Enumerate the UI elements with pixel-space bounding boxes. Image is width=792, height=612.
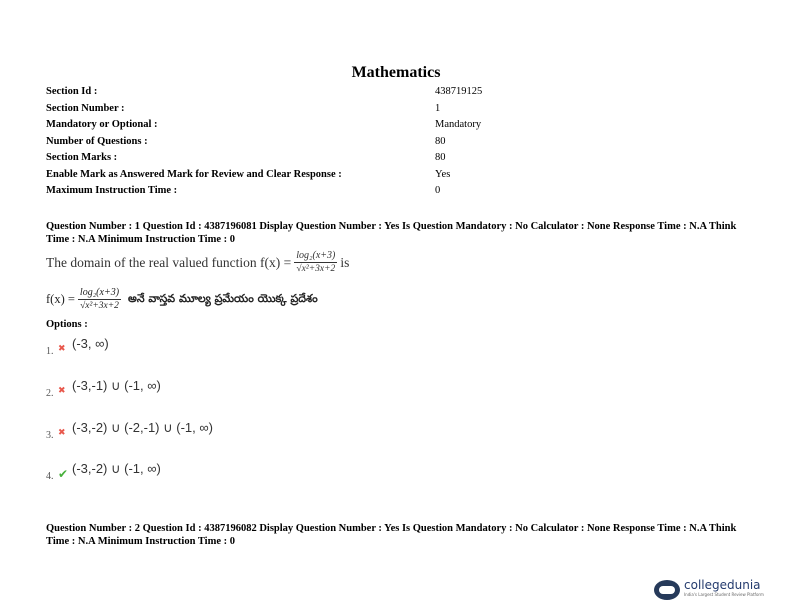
question-2-header: Question Number : 2 Question Id : 4387196082 Display Question Number : Yes Is Question Mandatory : No Calculator : None Response Time : N.A Think Time : N.A Minimum Instruction Time : 0 xyxy=(46,523,737,547)
option-2-text: (-3,-1) ∪ (-1, ∞) xyxy=(72,378,161,393)
collegedunia-logo xyxy=(654,580,764,600)
fraction-denominator-telugu: √x²+3x+2 xyxy=(80,301,119,311)
mandatory-label: Mandatory or Optional : xyxy=(46,119,158,130)
option-2-number: 2. xyxy=(46,388,54,399)
wrong-cross-icon: ✖ xyxy=(58,386,66,396)
wrong-cross-icon: ✖ xyxy=(58,344,66,354)
mandatory-value: Mandatory xyxy=(435,119,482,130)
section-info-table xyxy=(46,86,566,202)
question-count-value: 80 xyxy=(435,135,446,147)
option-1[interactable] xyxy=(46,336,109,357)
instruction-time-label: Maximum Instruction Time : xyxy=(46,185,178,196)
option-3-number: 3. xyxy=(46,430,54,441)
section-number-label: Section Number : xyxy=(46,102,125,114)
graduation-cap-icon xyxy=(654,580,680,600)
option-4[interactable] xyxy=(46,461,161,482)
fraction-numerator-telugu: log₂(x+3) xyxy=(79,287,120,298)
log-fraction-telugu xyxy=(78,287,121,312)
section-id-label: Section Id : xyxy=(46,86,98,97)
fraction-denominator: √x²+3x+2 xyxy=(296,264,336,274)
option-3[interactable] xyxy=(46,420,213,441)
section-number-value: 1 xyxy=(435,102,441,114)
option-1-number: 1. xyxy=(46,346,54,357)
instruction-time-value: 0 xyxy=(435,185,441,196)
mandatory-row xyxy=(46,119,566,136)
logo-tagline: India's Largest Student Review Platform xyxy=(684,592,764,597)
logo-brand: collegedunia xyxy=(684,578,761,592)
section-number-row xyxy=(46,103,566,120)
logo-text xyxy=(684,580,764,600)
log-fraction xyxy=(294,250,337,275)
option-4-text: (-3,-2) ∪ (-1, ∞) xyxy=(72,461,161,476)
section-marks-value: 80 xyxy=(435,152,446,163)
option-3-text: (-3,-2) ∪ (-2,-1) ∪ (-1, ∞) xyxy=(72,420,213,435)
instruction-time-row xyxy=(46,185,566,202)
telugu-prefix: f(x) = xyxy=(46,292,75,306)
question-1-header: Question Number : 1 Question Id : 4387196081 Display Question Number : Yes Is Question Mandatory : No Calculator : None Response Time : N.A Think Time : N.A Minimum Instruction Time : 0 xyxy=(46,221,737,245)
mark-review-value: Yes xyxy=(435,168,451,180)
section-marks-label: Section Marks : xyxy=(46,152,118,163)
question-1-telugu xyxy=(46,287,318,312)
fraction-numerator: log₂(x+3) xyxy=(296,250,336,261)
mark-review-label: Enable Mark as Answered Mark for Review and Clear Response : xyxy=(46,168,342,180)
option-1-text: (-3, ∞) xyxy=(72,336,109,351)
question-count-label: Number of Questions : xyxy=(46,135,148,147)
section-id-row xyxy=(46,86,566,103)
question-1-text xyxy=(46,250,349,275)
question-1-suffix: is xyxy=(340,254,350,270)
option-4-number: 4. xyxy=(46,471,54,482)
section-marks-row xyxy=(46,152,566,169)
question-count-row xyxy=(46,136,566,153)
page-title: Mathematics xyxy=(351,64,441,81)
mark-review-row xyxy=(46,169,566,186)
correct-check-icon: ✔ xyxy=(58,467,69,481)
telugu-text: అనే వాస్తవ మూల్య ప్రమేయం యొక్క ప్రదేశం xyxy=(128,291,318,305)
wrong-cross-icon: ✖ xyxy=(58,428,66,438)
section-id-value: 438719125 xyxy=(435,86,483,97)
question-1-prefix: The domain of the real valued function f(x) = xyxy=(46,254,292,270)
options-label: Options : xyxy=(46,319,88,330)
option-2[interactable] xyxy=(46,378,161,399)
